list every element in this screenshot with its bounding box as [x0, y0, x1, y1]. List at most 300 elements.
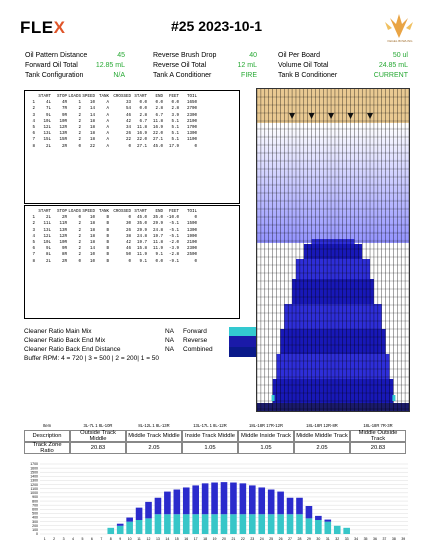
table-cell: 8 [32, 259, 35, 264]
y-tick-label: 600 [32, 507, 38, 512]
bar [268, 490, 275, 515]
column-header: LOADS [68, 210, 81, 214]
bar [145, 502, 152, 518]
table-cell: 4L [45, 101, 51, 106]
oil-distribution-chart [24, 462, 410, 542]
table-cell: 18 [89, 138, 95, 143]
table-cell: 1 [78, 101, 81, 106]
table-cell: 2.8 [139, 113, 147, 118]
table-cell: 6.7 [155, 113, 163, 118]
table-cell: 11L [43, 222, 51, 227]
table-cell: 0 [194, 259, 197, 264]
y-tick-label: 1000 [30, 491, 38, 496]
bar [136, 508, 143, 520]
bar [277, 492, 284, 515]
x-tick-label: 9 [119, 537, 122, 541]
table-row [29, 259, 235, 265]
table-cell: 14 [89, 247, 95, 252]
y-tick-label: 1600 [30, 466, 38, 471]
oil-block [284, 304, 381, 329]
buffer-rpm: Buffer RPM: 4 = 720 | 3 = 500 | 2 = 200| 1 = 50 [24, 355, 160, 362]
table-cell: 54 [125, 107, 131, 112]
table-cell: A [106, 138, 109, 143]
table-cell: 19.7 [152, 234, 163, 239]
table-cell: 8L [45, 253, 51, 258]
column-header: START [38, 210, 51, 214]
table-cell: 16.9 [152, 126, 163, 131]
zone-cell: 18L-18R 7R-3R [363, 422, 393, 428]
table-cell: 46 [125, 247, 131, 252]
table-cell: 0 [194, 216, 197, 221]
table-cell: A [106, 101, 109, 106]
oil-block [296, 259, 370, 279]
bar [192, 514, 199, 534]
table-cell: 2 [78, 222, 81, 227]
zone-cell: Middle Track Middle [126, 430, 182, 442]
table-cell: 24.8 [152, 228, 163, 233]
bar [258, 487, 265, 514]
table-cell: 10R [59, 241, 67, 246]
oil-block [280, 329, 385, 354]
lane-band [257, 227, 409, 231]
bar [183, 514, 190, 534]
lane-band [257, 123, 409, 127]
x-tick-label: 28 [297, 537, 302, 541]
bar [249, 485, 256, 514]
table-cell: 7R [61, 107, 67, 112]
table-cell: 10 [89, 216, 95, 221]
bar [334, 526, 341, 534]
table-cell: 2 [78, 234, 81, 239]
bar [183, 487, 190, 514]
y-tick-label: 1500 [30, 470, 38, 475]
table-cell: 1650 [186, 101, 197, 106]
lane-band [257, 195, 409, 199]
table-cell: 0.0 [155, 101, 163, 106]
table-cell: 15R [59, 138, 67, 143]
x-tick-label: 14 [165, 537, 170, 541]
table-cell: 2 [78, 132, 81, 137]
bar [240, 514, 247, 534]
column-header: TANK [98, 210, 109, 214]
table-cell: 9.1 [139, 259, 147, 264]
table-cell: 45.0 [152, 144, 163, 149]
header-col-1: Oil Pattern Distance 45 Forward Oil Total 12.85 mL Tank Configuration N/A [25, 52, 125, 79]
legend-reverse-label: Reverse [183, 337, 208, 344]
table-cell: 0.0 [139, 107, 147, 112]
table-cell: 6 [32, 247, 35, 252]
table-cell: 2300 [186, 113, 197, 118]
x-tick-label: 27 [288, 537, 293, 541]
table-cell: 29.9 [152, 222, 163, 227]
table-cell: 11.8 [152, 241, 163, 246]
x-tick-label: 19 [212, 537, 217, 541]
table-cell: 35.0 [136, 222, 147, 227]
x-tick-label: 11 [137, 537, 141, 541]
y-tick-label: 0 [36, 532, 38, 537]
table-cell: 0 [194, 144, 197, 149]
table-cell: 5 [32, 241, 35, 246]
bar [287, 498, 294, 514]
table-cell: 4 [32, 119, 35, 124]
table-cell: 1300 [186, 132, 197, 137]
x-tick-label: 7 [100, 537, 103, 541]
table-cell: B [106, 222, 109, 227]
table-cell: B [106, 247, 109, 252]
table-cell: 18 [89, 132, 95, 137]
bar [343, 528, 350, 534]
table-cell: -5.1 [168, 234, 179, 239]
table-cell: 0.0 [171, 101, 179, 106]
dot-marker [272, 395, 275, 401]
table-cell: 2 [78, 126, 81, 131]
table-cell: A [106, 113, 109, 118]
table-cell: 13R [59, 228, 67, 233]
table-cell: 0 [128, 144, 131, 149]
x-tick-label: 34 [354, 537, 359, 541]
table-cell: B [106, 234, 109, 239]
table-cell: 50 [125, 253, 131, 258]
zone-cell: Middle Inside Track [238, 430, 294, 442]
zone-cell: Item [42, 422, 52, 428]
kegel-logo: KEGEL BOWLING [382, 12, 416, 44]
bar [306, 518, 313, 534]
table-cell: B [106, 259, 109, 264]
table-cell: 10 [89, 259, 95, 264]
table-cell: 26 [125, 228, 131, 233]
table-row [29, 144, 235, 150]
table-cell: B [106, 216, 109, 221]
table-cell: 27.1 [136, 144, 147, 149]
table-cell: 5.1 [171, 138, 179, 143]
column-header: STOP [56, 210, 67, 214]
bar [192, 485, 199, 514]
table-cell: 2100 [186, 241, 197, 246]
table-cell: 1 [32, 101, 35, 106]
zone-cell: Outside Track Middle [70, 430, 126, 442]
table-cell: 30 [125, 222, 131, 227]
legend-reverse-swatch [229, 336, 256, 347]
column-header: FEET [168, 210, 179, 214]
oil-block [276, 354, 389, 379]
table-cell: 5.1 [171, 119, 179, 124]
x-tick-label: 2 [53, 537, 56, 541]
x-tick-label: 26 [278, 537, 283, 541]
table-cell: 11.9 [152, 247, 163, 252]
zone-cell: 1.05 [182, 442, 238, 454]
x-tick-label: 25 [269, 537, 274, 541]
x-tick-label: 8 [109, 537, 112, 541]
table-cell: 2.8 [171, 107, 179, 112]
table-cell: A [106, 119, 109, 124]
oil-block [292, 279, 374, 304]
header-col-3: Oil Per Board 50 ul Volume Oil Total 24.85 mL Tank B Conditioner CURRENT [278, 52, 408, 79]
table-cell: 18 [89, 228, 95, 233]
table-cell: 16.9 [136, 132, 147, 137]
table-cell: A [106, 144, 109, 149]
track-zone-table [24, 420, 410, 456]
zone-cell: 20.83 [350, 442, 406, 454]
table-cell: 19.7 [136, 241, 147, 246]
bar [211, 483, 218, 515]
bar [249, 514, 256, 534]
table-cell: 0 [128, 216, 131, 221]
table-cell: 2 [78, 138, 81, 143]
table-cell: 3.9 [171, 113, 179, 118]
lane-band [257, 203, 409, 207]
x-tick-label: 38 [391, 537, 396, 541]
zone-cell: Middle Middle Track [294, 430, 350, 442]
bar [240, 483, 247, 514]
y-tick-label: 200 [32, 523, 38, 528]
table-cell: 1700 [186, 126, 197, 131]
table-cell: 2700 [186, 107, 197, 112]
table-cell: 42 [125, 241, 131, 246]
legend-forward-label: Forward [183, 328, 207, 335]
y-tick-label: 800 [32, 499, 38, 504]
bar [221, 482, 228, 514]
table-cell: 13L [43, 132, 51, 137]
lane-band [257, 147, 409, 151]
bar [315, 516, 322, 520]
table-cell: 0 [128, 259, 131, 264]
x-tick-label: 24 [259, 537, 264, 541]
table-cell: 10 [89, 253, 95, 258]
bar [164, 492, 171, 515]
bar [117, 526, 124, 534]
zone-cell: Inside Track Middle [182, 430, 238, 442]
legend-combined-swatch [229, 347, 256, 357]
table-cell: 12L [43, 234, 51, 239]
x-tick-label: 36 [373, 537, 377, 541]
zone-cell: 18L-18R 12R-8R [306, 422, 338, 428]
y-tick-label: 300 [32, 519, 38, 524]
legend-forward-swatch [229, 327, 256, 336]
bar [287, 514, 294, 534]
table-cell: 0.0 [155, 259, 163, 264]
oil-block [273, 379, 394, 403]
dot-marker [392, 395, 395, 401]
column-header: CROSSED [113, 210, 131, 214]
table-cell: 14 [89, 107, 95, 112]
lane-band [257, 219, 409, 223]
bar [164, 514, 171, 534]
bar [296, 514, 303, 534]
table-cell: 1300 [186, 228, 197, 233]
y-tick-label: 700 [32, 503, 38, 508]
table-cell: -9.1 [168, 259, 179, 264]
column-header: START [38, 95, 51, 99]
table-cell: 5.1 [171, 126, 179, 131]
bar [174, 514, 181, 534]
table-cell: 3 [32, 113, 35, 118]
table-cell: B [106, 228, 109, 233]
reverse-table [24, 205, 240, 319]
legend-swatches [229, 327, 256, 357]
lane-band [257, 155, 409, 159]
x-tick-label: 12 [146, 537, 151, 541]
flex-logo: FLEX [20, 18, 66, 37]
table-cell: 45.0 [136, 216, 147, 221]
bar [296, 498, 303, 514]
table-cell: 0.0 [139, 101, 147, 106]
column-header: END [155, 95, 163, 99]
column-header: TOIL [186, 210, 197, 214]
y-tick-label: 1200 [30, 482, 38, 487]
table-cell: 7 [32, 138, 35, 143]
table-cell: 8 [32, 144, 35, 149]
lane-foul-line [257, 403, 409, 411]
table-cell: 9R [61, 247, 67, 252]
column-header: STOP [56, 95, 67, 99]
column-header: CROSSED [113, 95, 131, 99]
column-header: FEET [168, 95, 179, 99]
table-cell: 6 [32, 132, 35, 137]
bar [155, 498, 162, 514]
table-cell: 33 [125, 101, 131, 106]
x-tick-label: 23 [250, 537, 255, 541]
x-tick-label: 5 [81, 537, 84, 541]
y-tick-label: 1100 [30, 486, 38, 491]
table-cell: 9L [45, 247, 51, 252]
table-cell: 46 [125, 113, 131, 118]
table-cell: 26 [125, 132, 131, 137]
forward-table [24, 90, 240, 204]
table-cell: 1 [32, 216, 35, 221]
table-cell: 1100 [186, 138, 197, 143]
table-cell: 2500 [186, 253, 197, 258]
y-tick-label: 1400 [30, 474, 38, 479]
y-tick-label: 900 [32, 495, 38, 500]
table-cell: 9L [45, 113, 51, 118]
bar [155, 514, 162, 534]
lane-wood-top [257, 89, 409, 123]
legend-combined-label: Combined [183, 346, 213, 353]
lane-band [257, 211, 409, 215]
table-cell: 17.9 [168, 144, 179, 149]
table-cell: A [106, 132, 109, 137]
zone-cell: Description [24, 430, 70, 442]
x-tick-label: 18 [203, 537, 208, 541]
bar [202, 483, 209, 514]
table-cell: 22.0 [152, 132, 163, 137]
table-cell: 11.9 [136, 253, 147, 258]
page-title: #25 2023-10-1 [170, 18, 263, 34]
lane-oil-graph [256, 88, 410, 412]
table-cell: B [106, 253, 109, 258]
table-cell: 15L [43, 138, 51, 143]
x-tick-label: 10 [127, 537, 132, 541]
table-cell: 10L [43, 241, 51, 246]
table-cell: 2L [45, 216, 51, 221]
table-cell: 0 [78, 144, 81, 149]
table-cell: 22.0 [136, 138, 147, 143]
lane-band [257, 235, 409, 239]
column-header: START [134, 95, 147, 99]
bar [230, 514, 237, 534]
table-cell: 2 [78, 119, 81, 124]
zone-cell: 13L-17L 1 8L-12R [193, 422, 227, 428]
table-cell: B [106, 241, 109, 246]
table-cell: 9.1 [155, 253, 163, 258]
bar [324, 522, 331, 534]
bar [126, 522, 133, 534]
column-header: TOIL [186, 95, 197, 99]
x-tick-label: 20 [222, 537, 226, 541]
table-cell: 2 [78, 241, 81, 246]
table-cell: -3.9 [168, 247, 179, 252]
x-tick-label: 21 [231, 537, 236, 541]
y-tick-label: 400 [32, 515, 38, 520]
bar [230, 483, 237, 515]
table-cell: 5 [32, 126, 35, 131]
zone-cell: 20.83 [70, 442, 126, 454]
table-cell: 2L [45, 259, 51, 264]
table-cell: 2R [61, 259, 67, 264]
table-cell: 4R [61, 101, 67, 106]
column-header: SPEED [82, 95, 95, 99]
table-cell: 10 [89, 101, 95, 106]
table-cell: 4 [32, 234, 35, 239]
bar [268, 514, 275, 534]
y-tick-label: 1700 [30, 462, 38, 467]
column-header: LOADS [68, 95, 81, 99]
table-cell: 11R [59, 222, 67, 227]
bar [306, 506, 313, 518]
table-cell: 24.8 [136, 234, 147, 239]
table-cell: 2 [78, 253, 81, 258]
bar [211, 514, 218, 534]
y-tick-label: 1300 [30, 478, 38, 483]
bar [258, 514, 265, 534]
table-cell: 12R [59, 234, 67, 239]
header-col-2: Reverse Brush Drop 40 Reverse Oil Total 12 mL Tank A Conditioner FIRE [153, 52, 257, 79]
lane-band [257, 179, 409, 183]
table-cell: 13L [43, 228, 51, 233]
zone-cell: 1.05 [238, 442, 294, 454]
lane-band [257, 139, 409, 143]
table-cell: -2.0 [168, 241, 179, 246]
bar [315, 520, 322, 534]
bar [324, 520, 331, 522]
x-tick-label: 35 [363, 537, 368, 541]
table-cell: 14 [89, 113, 95, 118]
table-cell: -2.8 [168, 253, 179, 258]
x-tick-label: 6 [90, 537, 93, 541]
cleaner-ratios: Cleaner Ratio Main Mix NA Cleaner Ratio Back End Mix NA Cleaner Ratio Back End Distance NA Buffer RPM: 4 = 720 | 3 = 500 | 2 = 200| 1 = 50 [24, 328, 174, 362]
column-header: START [134, 210, 147, 214]
x-tick-label: 16 [184, 537, 189, 541]
table-cell: 29.9 [136, 228, 147, 233]
table-cell: 35.0 [152, 216, 163, 221]
table-cell: 10L [43, 119, 51, 124]
table-cell: 8R [61, 253, 67, 258]
table-cell: 22 [89, 144, 95, 149]
table-cell: A [106, 107, 109, 112]
lane-band [257, 163, 409, 167]
bar [145, 518, 152, 534]
x-tick-label: 4 [72, 537, 75, 541]
table-cell: 2L [45, 144, 51, 149]
x-tick-label: 13 [155, 537, 160, 541]
x-tick-label: 3 [62, 537, 65, 541]
table-cell: 2 [78, 107, 81, 112]
oil-block [312, 239, 355, 244]
column-header: TANK [98, 95, 109, 99]
table-cell: 3 [32, 228, 35, 233]
oil-block [304, 244, 362, 259]
bar [221, 514, 228, 534]
